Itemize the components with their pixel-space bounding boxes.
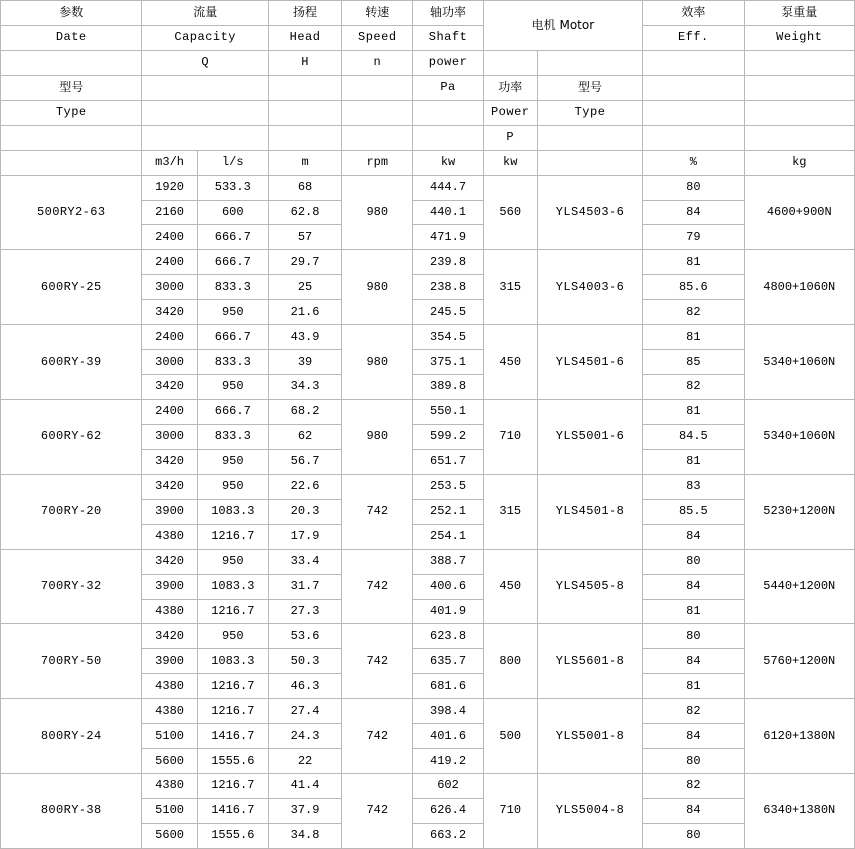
shaft-power-cell: 375.1 xyxy=(413,350,483,375)
efficiency-cell: 80 xyxy=(643,823,744,848)
header-cell: H xyxy=(268,50,341,75)
capacity-m3h-cell: 2400 xyxy=(142,400,197,425)
capacity-m3h-cell: 5100 xyxy=(142,724,197,749)
shaft-power-cell: 401.6 xyxy=(413,724,483,749)
header-cell: 型号 xyxy=(537,75,642,100)
head-cell: 37.9 xyxy=(268,799,341,824)
efficiency-cell: 82 xyxy=(643,774,744,799)
header-cell: kg xyxy=(744,150,854,175)
efficiency-cell: 84 xyxy=(643,799,744,824)
speed-cell: 980 xyxy=(342,325,413,400)
header-cell: m3/h xyxy=(142,150,197,175)
table-header-row xyxy=(1,150,855,175)
capacity-ls-cell: 950 xyxy=(197,300,268,325)
spacer-cell xyxy=(1,50,142,75)
head-cell: 22 xyxy=(268,749,341,774)
shaft-power-cell: 623.8 xyxy=(413,624,483,649)
capacity-ls-cell: 1416.7 xyxy=(197,724,268,749)
header-cell: P xyxy=(483,125,537,150)
capacity-m3h-cell: 4380 xyxy=(142,599,197,624)
speed-cell: 742 xyxy=(342,699,413,774)
efficiency-cell: 82 xyxy=(643,699,744,724)
capacity-m3h-cell: 2400 xyxy=(142,225,197,250)
spacer-cell xyxy=(537,125,642,150)
capacity-ls-cell: 666.7 xyxy=(197,250,268,275)
motor-power-cell: 500 xyxy=(483,699,537,774)
efficiency-cell: 84 xyxy=(643,649,744,674)
weight-cell: 5440+1200N xyxy=(744,549,854,624)
table-row xyxy=(1,175,855,200)
capacity-ls-cell: 1416.7 xyxy=(197,799,268,824)
motor-power-cell: 710 xyxy=(483,774,537,849)
efficiency-cell: 81 xyxy=(643,325,744,350)
spacer-cell xyxy=(537,50,642,75)
capacity-ls-cell: 1083.3 xyxy=(197,499,268,524)
header-cell: Date xyxy=(1,25,142,50)
pump-type-cell: 700RY-50 xyxy=(1,624,142,699)
weight-cell: 6340+1380N xyxy=(744,774,854,849)
weight-cell: 4800+1060N xyxy=(744,250,854,325)
shaft-power-cell: 388.7 xyxy=(413,549,483,574)
spacer-cell xyxy=(142,75,268,100)
efficiency-cell: 80 xyxy=(643,175,744,200)
capacity-m3h-cell: 4380 xyxy=(142,524,197,549)
spacer-cell xyxy=(413,100,483,125)
efficiency-cell: 84 xyxy=(643,724,744,749)
head-cell: 17.9 xyxy=(268,524,341,549)
header-cell: % xyxy=(643,150,744,175)
head-cell: 34.8 xyxy=(268,823,341,848)
capacity-ls-cell: 1216.7 xyxy=(197,774,268,799)
spacer-cell xyxy=(744,100,854,125)
table-row xyxy=(1,624,855,649)
capacity-m3h-cell: 3000 xyxy=(142,424,197,449)
header-cell: 转速 xyxy=(342,1,413,26)
capacity-ls-cell: 833.3 xyxy=(197,275,268,300)
head-cell: 56.7 xyxy=(268,449,341,474)
weight-cell: 5230+1200N xyxy=(744,474,854,549)
shaft-power-cell: 239.8 xyxy=(413,250,483,275)
spacer-cell xyxy=(537,150,642,175)
capacity-ls-cell: 1083.3 xyxy=(197,649,268,674)
head-cell: 20.3 xyxy=(268,499,341,524)
head-cell: 31.7 xyxy=(268,574,341,599)
capacity-ls-cell: 1555.6 xyxy=(197,749,268,774)
shaft-power-cell: 444.7 xyxy=(413,175,483,200)
motor-model-cell: YLS4501-6 xyxy=(537,325,642,400)
motor-power-cell: 800 xyxy=(483,624,537,699)
head-cell: 62.8 xyxy=(268,200,341,225)
shaft-power-cell: 550.1 xyxy=(413,400,483,425)
header-cell: 流量 xyxy=(142,1,268,26)
efficiency-cell: 85.5 xyxy=(643,499,744,524)
capacity-m3h-cell: 2400 xyxy=(142,325,197,350)
shaft-power-cell: 401.9 xyxy=(413,599,483,624)
shaft-power-cell: 245.5 xyxy=(413,300,483,325)
capacity-m3h-cell: 2160 xyxy=(142,200,197,225)
shaft-power-cell: 419.2 xyxy=(413,749,483,774)
head-cell: 50.3 xyxy=(268,649,341,674)
shaft-power-cell: 354.5 xyxy=(413,325,483,350)
head-cell: 34.3 xyxy=(268,375,341,400)
capacity-ls-cell: 533.3 xyxy=(197,175,268,200)
shaft-power-cell: 471.9 xyxy=(413,225,483,250)
table-row xyxy=(1,400,855,425)
capacity-m3h-cell: 4380 xyxy=(142,699,197,724)
capacity-m3h-cell: 3000 xyxy=(142,275,197,300)
efficiency-cell: 82 xyxy=(643,300,744,325)
capacity-ls-cell: 833.3 xyxy=(197,350,268,375)
motor-power-cell: 710 xyxy=(483,400,537,475)
pump-type-cell: 700RY-20 xyxy=(1,474,142,549)
header-cell: rpm xyxy=(342,150,413,175)
capacity-ls-cell: 1216.7 xyxy=(197,674,268,699)
header-cell: Eff. xyxy=(643,25,744,50)
capacity-m3h-cell: 3420 xyxy=(142,624,197,649)
capacity-m3h-cell: 3420 xyxy=(142,300,197,325)
table-row xyxy=(1,474,855,499)
table-row xyxy=(1,325,855,350)
pump-type-cell: 600RY-62 xyxy=(1,400,142,475)
speed-cell: 980 xyxy=(342,250,413,325)
weight-cell: 5760+1200N xyxy=(744,624,854,699)
head-cell: 39 xyxy=(268,350,341,375)
header-cell: 效率 xyxy=(643,1,744,26)
capacity-ls-cell: 950 xyxy=(197,375,268,400)
head-cell: 53.6 xyxy=(268,624,341,649)
header-cell: n xyxy=(342,50,413,75)
header-cell: Power xyxy=(483,100,537,125)
capacity-m3h-cell: 3420 xyxy=(142,474,197,499)
capacity-ls-cell: 666.7 xyxy=(197,400,268,425)
capacity-m3h-cell: 3000 xyxy=(142,350,197,375)
header-cell: power xyxy=(413,50,483,75)
spacer-cell xyxy=(744,125,854,150)
motor-model-cell: YLS4505-8 xyxy=(537,549,642,624)
capacity-m3h-cell: 4380 xyxy=(142,674,197,699)
motor-power-cell: 315 xyxy=(483,250,537,325)
shaft-power-cell: 254.1 xyxy=(413,524,483,549)
motor-model-cell: YLS4501-8 xyxy=(537,474,642,549)
shaft-power-cell: 681.6 xyxy=(413,674,483,699)
capacity-ls-cell: 1216.7 xyxy=(197,699,268,724)
pump-type-cell: 800RY-24 xyxy=(1,699,142,774)
shaft-power-cell: 400.6 xyxy=(413,574,483,599)
speed-cell: 742 xyxy=(342,474,413,549)
efficiency-cell: 80 xyxy=(643,549,744,574)
efficiency-cell: 80 xyxy=(643,749,744,774)
spacer-cell xyxy=(268,125,341,150)
motor-model-cell: YLS4003-6 xyxy=(537,250,642,325)
table-header-row xyxy=(1,1,855,26)
spacer-cell xyxy=(342,75,413,100)
speed-cell: 742 xyxy=(342,549,413,624)
header-cell: 型号 xyxy=(1,75,142,100)
motor-model-cell: YLS5001-8 xyxy=(537,699,642,774)
table-header-row xyxy=(1,100,855,125)
spacer-cell xyxy=(268,100,341,125)
weight-cell: 5340+1060N xyxy=(744,400,854,475)
efficiency-cell: 82 xyxy=(643,375,744,400)
speed-cell: 980 xyxy=(342,175,413,250)
head-cell: 27.3 xyxy=(268,599,341,624)
header-cell: l/s xyxy=(197,150,268,175)
table-row xyxy=(1,250,855,275)
head-cell: 62 xyxy=(268,424,341,449)
speed-cell: 742 xyxy=(342,624,413,699)
spacer-cell xyxy=(1,150,142,175)
header-cell: m xyxy=(268,150,341,175)
speed-cell: 980 xyxy=(342,400,413,475)
header-cell: 轴功率 xyxy=(413,1,483,26)
capacity-ls-cell: 950 xyxy=(197,474,268,499)
table-row xyxy=(1,699,855,724)
capacity-m3h-cell: 2400 xyxy=(142,250,197,275)
capacity-m3h-cell: 3420 xyxy=(142,375,197,400)
header-cell: Weight xyxy=(744,25,854,50)
shaft-power-cell: 651.7 xyxy=(413,449,483,474)
header-cell: kw xyxy=(483,150,537,175)
capacity-m3h-cell: 3420 xyxy=(142,449,197,474)
spacer-cell xyxy=(643,100,744,125)
capacity-m3h-cell: 5600 xyxy=(142,749,197,774)
capacity-m3h-cell: 3900 xyxy=(142,499,197,524)
pump-type-cell: 500RY2-63 xyxy=(1,175,142,250)
motor-model-cell: YLS4503-6 xyxy=(537,175,642,250)
head-cell: 43.9 xyxy=(268,325,341,350)
shaft-power-cell: 238.8 xyxy=(413,275,483,300)
capacity-ls-cell: 600 xyxy=(197,200,268,225)
capacity-ls-cell: 1555.6 xyxy=(197,823,268,848)
efficiency-cell: 85.6 xyxy=(643,275,744,300)
capacity-m3h-cell: 5600 xyxy=(142,823,197,848)
capacity-m3h-cell: 1920 xyxy=(142,175,197,200)
pump-type-cell: 700RY-32 xyxy=(1,549,142,624)
shaft-power-cell: 599.2 xyxy=(413,424,483,449)
weight-cell: 5340+1060N xyxy=(744,325,854,400)
header-cell: Pa xyxy=(413,75,483,100)
shaft-power-cell: 398.4 xyxy=(413,699,483,724)
header-cell: Capacity xyxy=(142,25,268,50)
shaft-power-cell: 626.4 xyxy=(413,799,483,824)
efficiency-cell: 81 xyxy=(643,599,744,624)
header-cell: 参数 xyxy=(1,1,142,26)
shaft-power-cell: 252.1 xyxy=(413,499,483,524)
header-cell: 泵重量 xyxy=(744,1,854,26)
motor-power-cell: 450 xyxy=(483,325,537,400)
motor-model-cell: YLS5601-8 xyxy=(537,624,642,699)
weight-cell: 4600+900N xyxy=(744,175,854,250)
capacity-ls-cell: 950 xyxy=(197,449,268,474)
weight-cell: 6120+1380N xyxy=(744,699,854,774)
header-cell: Q xyxy=(142,50,268,75)
head-cell: 68 xyxy=(268,175,341,200)
header-cell: Head xyxy=(268,25,341,50)
motor-model-cell: YLS5004-8 xyxy=(537,774,642,849)
capacity-m3h-cell: 5100 xyxy=(142,799,197,824)
spacer-cell xyxy=(744,75,854,100)
table-row xyxy=(1,549,855,574)
head-cell: 24.3 xyxy=(268,724,341,749)
efficiency-cell: 83 xyxy=(643,474,744,499)
header-cell: Type xyxy=(1,100,142,125)
spacer-cell xyxy=(643,125,744,150)
head-cell: 33.4 xyxy=(268,549,341,574)
shaft-power-cell: 635.7 xyxy=(413,649,483,674)
header-cell: 扬程 xyxy=(268,1,341,26)
spacer-cell xyxy=(413,125,483,150)
efficiency-cell: 81 xyxy=(643,250,744,275)
spacer-cell xyxy=(643,75,744,100)
spacer-cell xyxy=(483,50,537,75)
capacity-ls-cell: 950 xyxy=(197,549,268,574)
spacer-cell xyxy=(744,50,854,75)
head-cell: 41.4 xyxy=(268,774,341,799)
table-row xyxy=(1,774,855,799)
motor-model-cell: YLS5001-6 xyxy=(537,400,642,475)
efficiency-cell: 81 xyxy=(643,400,744,425)
spacer-cell xyxy=(268,75,341,100)
efficiency-cell: 84 xyxy=(643,524,744,549)
spacer-cell xyxy=(142,100,268,125)
head-cell: 57 xyxy=(268,225,341,250)
motor-power-cell: 560 xyxy=(483,175,537,250)
head-cell: 25 xyxy=(268,275,341,300)
efficiency-cell: 81 xyxy=(643,674,744,699)
capacity-ls-cell: 666.7 xyxy=(197,325,268,350)
spacer-cell xyxy=(142,125,268,150)
efficiency-cell: 84 xyxy=(643,574,744,599)
header-cell: Speed xyxy=(342,25,413,50)
capacity-ls-cell: 950 xyxy=(197,624,268,649)
motor-power-cell: 315 xyxy=(483,474,537,549)
pump-type-cell: 800RY-38 xyxy=(1,774,142,849)
pump-type-cell: 600RY-25 xyxy=(1,250,142,325)
spacer-cell xyxy=(342,125,413,150)
efficiency-cell: 81 xyxy=(643,449,744,474)
head-cell: 29.7 xyxy=(268,250,341,275)
head-cell: 46.3 xyxy=(268,674,341,699)
capacity-ls-cell: 1216.7 xyxy=(197,524,268,549)
motor-power-cell: 450 xyxy=(483,549,537,624)
capacity-ls-cell: 1216.7 xyxy=(197,599,268,624)
efficiency-cell: 84.5 xyxy=(643,424,744,449)
header-cell: Type xyxy=(537,100,642,125)
table-header-row xyxy=(1,25,855,50)
head-cell: 21.6 xyxy=(268,300,341,325)
shaft-power-cell: 253.5 xyxy=(413,474,483,499)
capacity-ls-cell: 1083.3 xyxy=(197,574,268,599)
shaft-power-cell: 602 xyxy=(413,774,483,799)
speed-cell: 742 xyxy=(342,774,413,849)
shaft-power-cell: 389.8 xyxy=(413,375,483,400)
table-header-row xyxy=(1,50,855,75)
pump-type-cell: 600RY-39 xyxy=(1,325,142,400)
efficiency-cell: 84 xyxy=(643,200,744,225)
spacer-cell xyxy=(643,50,744,75)
spacer-cell xyxy=(1,125,142,150)
efficiency-cell: 80 xyxy=(643,624,744,649)
spacer-cell xyxy=(342,100,413,125)
header-cell: Shaft xyxy=(413,25,483,50)
table-header-row xyxy=(1,75,855,100)
head-cell: 22.6 xyxy=(268,474,341,499)
capacity-m3h-cell: 3420 xyxy=(142,549,197,574)
shaft-power-cell: 663.2 xyxy=(413,823,483,848)
efficiency-cell: 85 xyxy=(643,350,744,375)
shaft-power-cell: 440.1 xyxy=(413,200,483,225)
header-cell: kw xyxy=(413,150,483,175)
capacity-ls-cell: 833.3 xyxy=(197,424,268,449)
efficiency-cell: 79 xyxy=(643,225,744,250)
table-header-row xyxy=(1,125,855,150)
capacity-ls-cell: 666.7 xyxy=(197,225,268,250)
capacity-m3h-cell: 3900 xyxy=(142,574,197,599)
header-cell: 电机 Motor xyxy=(483,1,643,51)
capacity-m3h-cell: 4380 xyxy=(142,774,197,799)
header-cell: 功率 xyxy=(483,75,537,100)
spec-table-body xyxy=(1,1,855,849)
capacity-m3h-cell: 3900 xyxy=(142,649,197,674)
head-cell: 68.2 xyxy=(268,400,341,425)
head-cell: 27.4 xyxy=(268,699,341,724)
